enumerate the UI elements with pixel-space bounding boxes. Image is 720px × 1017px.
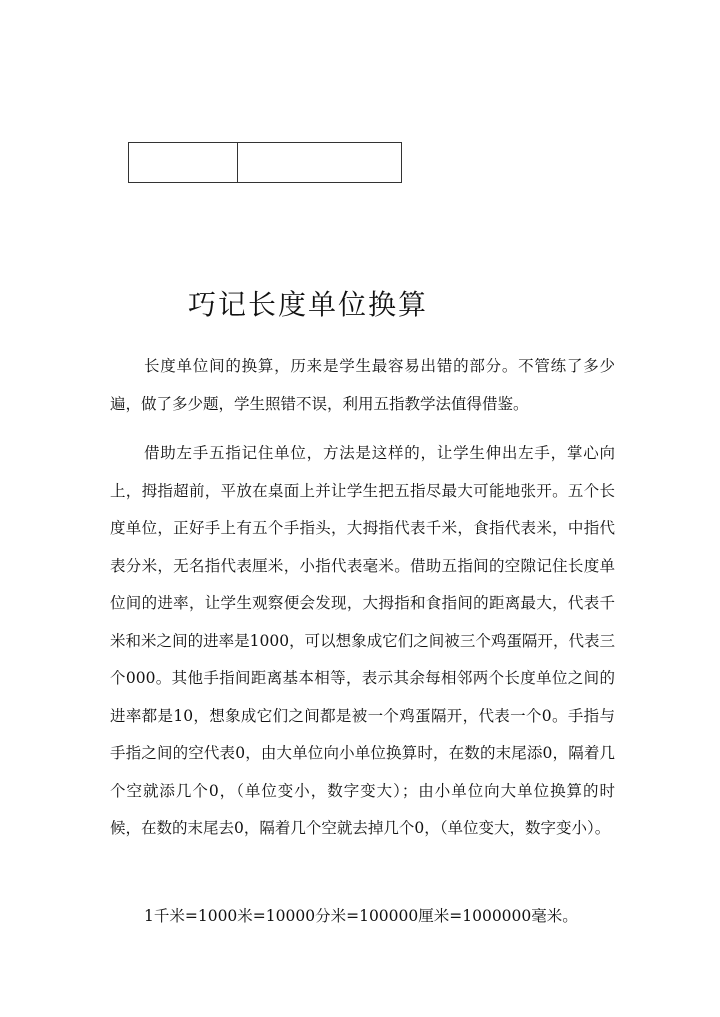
paragraph-method: 借助左手五指记住单位，方法是这样的，让学生伸出左手，掌心向上，拇指超前，平放在桌面上并让学生把五指尽最大可能地张开。五个长度单位，正好手上有五个手指头，大拇指代表千米，食指代表米，中指代表分米，无名指代表厘米，小指代表毫米。借助五指间的空隙记住长度单位间的进率，让学生观察便会发现，大拇指和食指间的距离最大，代表千米和米之间的进率是1000，可以想象成它们之间被三个鸡蛋隔开，代表三个000。其他手指间距离基本相等，表示其余每相邻两个长度单位之间的进率都是10，想象成它们之间都是被一个鸡蛋隔开，代表一个0。手指与手指之间的空代表0，由大单位向小单位换算时，在数的末尾添0，隔着几个空就添几个0，（单位变小，数字变大）；由小单位向大单位换算的时候，在数的末尾去0，隔着几个空就去掉几个0，（单位变大，数字变小）。 [110, 444, 615, 837]
page-title: 巧记长度单位换算 [188, 288, 429, 321]
table-cell-right [238, 143, 402, 183]
paragraph-formula: 1千米=1000米=10000分米=100000厘米=1000000毫米。 [144, 907, 578, 925]
header-table [128, 142, 402, 183]
table-row [129, 143, 402, 183]
table-cell-left [129, 143, 238, 183]
paragraph-intro: 长度单位间的换算，历来是学生最容易出错的部分。不管练了多少遍，做了多少题，学生照错不误，利用五指教学法值得借鉴。 [110, 357, 615, 413]
